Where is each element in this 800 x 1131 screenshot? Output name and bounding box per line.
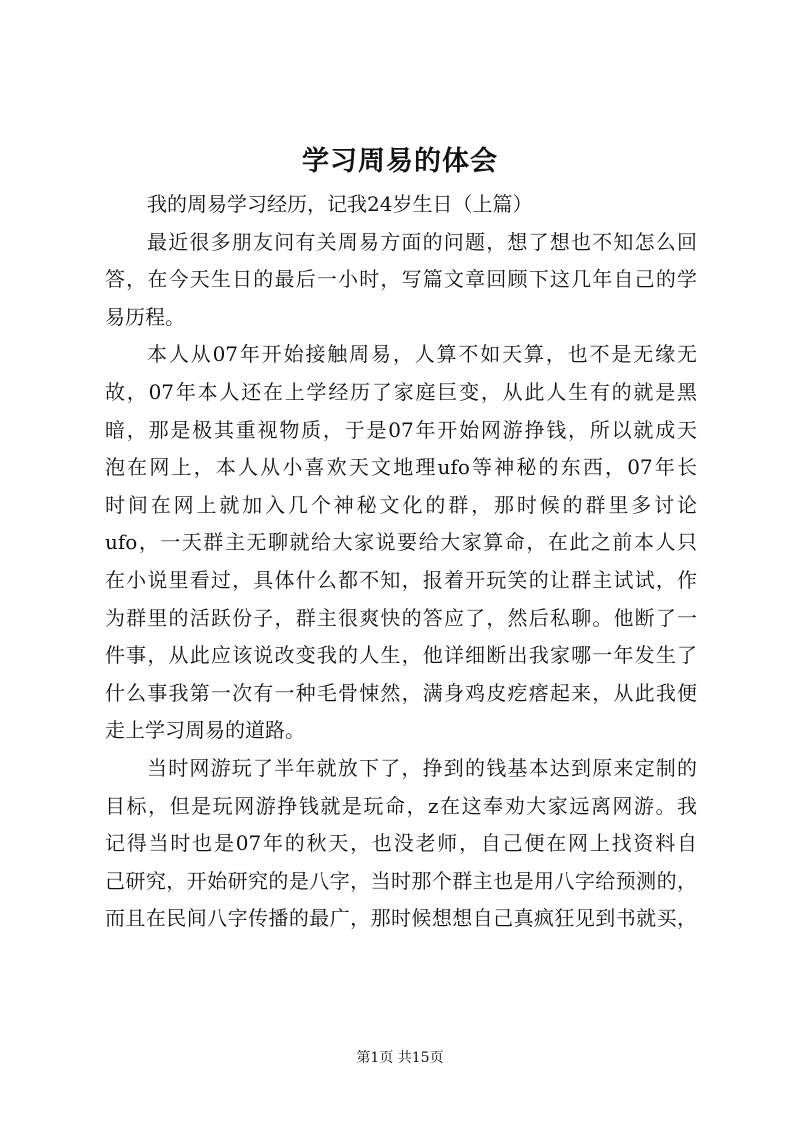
paragraph-line: 什么事我第一次有一种毛骨悚然，满身鸡皮疙瘩起来，从此我便	[105, 680, 697, 705]
paragraph-line: 故，07年本人还在上学经历了家庭巨变，从此人生有的就是黑	[105, 379, 697, 404]
document-title: 学习周易的体会	[302, 146, 498, 177]
paragraph-line: 泡在网上，本人从小喜欢天文地理ufo等神秘的东西，07年长	[105, 455, 697, 480]
paragraph-line: ufo，一天群主无聊就给大家说要给大家算命，在此之前本人只	[105, 530, 697, 555]
document-body	[105, 186, 697, 938]
paragraph-line: 当时网游玩了半年就放下了，挣到的钱基本达到原来定制的	[147, 755, 697, 780]
paragraph-line: 件事，从此应该说改变我的人生，他详细断出我家哪一年发生了	[105, 643, 697, 668]
subtitle-line: 我的周易学习经历，记我24岁生日（上篇）	[147, 192, 533, 216]
page-footer: 第1页 共15页	[356, 1050, 444, 1066]
paragraph-line: 为群里的活跃份子，群主很爽快的答应了，然后私聊。他断了一	[105, 605, 697, 630]
paragraph-line: 答，在今天生日的最后一小时，写篇文章回顾下这几年自己的学	[105, 267, 697, 292]
paragraph-line: 暗，那是极其重视物质，于是07年开始网游挣钱，所以就成天	[105, 417, 697, 442]
paragraph-line: 易历程。	[105, 304, 185, 329]
paragraph-line: 走上学习周易的道路。	[105, 718, 305, 743]
paragraph-line: 时间在网上就加入几个神秘文化的群，那时候的群里多讨论	[105, 492, 697, 517]
paragraph-line: 在小说里看过，具体什么都不知，报着开玩笑的让群主试试，作	[105, 567, 697, 592]
paragraph-line: 目标，但是玩网游挣钱就是玩命，z在这奉劝大家远离网游。我	[105, 793, 697, 818]
paragraph-line: 而且在民间八字传播的最广，那时候想想自己真疯狂见到书就买，	[105, 906, 697, 931]
paragraph-line: 己研究，开始研究的是八字，当时那个群主也是用八字给预测的，	[105, 868, 697, 893]
paragraph-line: 本人从07年开始接触周易，人算不如天算，也不是无缘无	[147, 342, 697, 367]
paragraph-line: 记得当时也是07年的秋天，也没老师，自己便在网上找资料自	[105, 831, 697, 856]
paragraph-line: 最近很多朋友问有关周易方面的问题，想了想也不知怎么回	[147, 229, 697, 254]
